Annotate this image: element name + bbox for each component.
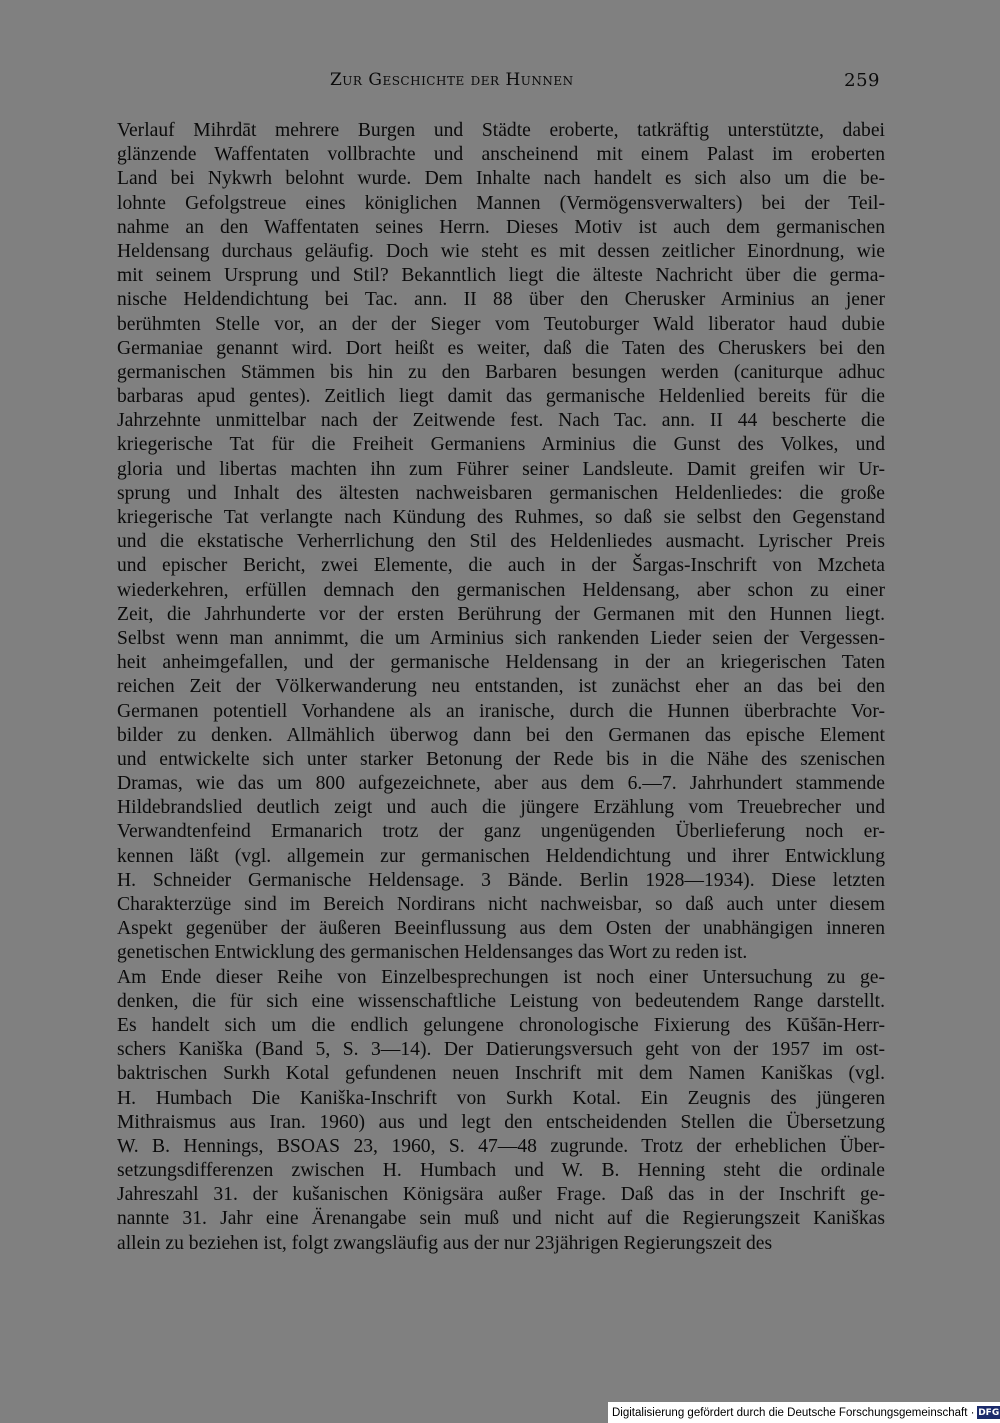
text-line: nannte 31. Jahr eine Ärenangabe sein muß und nicht auf die Regierungszeit Kaniškas (117, 1208, 885, 1230)
text-line: baktrischen Surkh Kotal gefundenen neuen Inschrift mit dem Namen Kaniškas (vgl. (117, 1063, 885, 1085)
text-line: Heldensang durchaus geläufig. Doch wie steht es mit dessen zeitlicher Einordnung, wie (117, 240, 885, 262)
running-title: Zur Geschichte der Hunnen (330, 70, 574, 90)
text-line: W. B. Hennings, BSOAS 23, 1960, S. 47—48 zugrunde. Trotz der erheblichen Über- (117, 1135, 885, 1157)
text-line: germanischen Stämmen bis hin zu den Barbaren besungen werden (caniturque adhuc (117, 361, 885, 383)
text-line: Dramas, wie das um 800 aufgezeichnete, aber aus dem 6.—7. Jahrhundert stammende (117, 773, 885, 795)
text-line: schers Kaniška (Band 5, S. 3—14). Der Datierungsversuch geht von der 1957 im ost- (117, 1039, 885, 1061)
text-line: Charakterzüge sind im Bereich Nordirans nicht nachweisbar, so daß auch unter diesem (117, 894, 885, 915)
running-head (330, 70, 880, 96)
text-line: nische Heldendichtung bei Tac. ann. II 88 über den Cherusker Arminius an jener (117, 289, 885, 311)
text-line: Es handelt sich um die endlich gelungene chronologische Fixierung des Kūšān-Herr- (117, 1014, 885, 1036)
text-line: Germanen potentiell Vorhandene als an iranische, durch die Hunnen überbrachte Vor- (117, 700, 885, 722)
text-line: kennen läßt (vgl. allgemein zur germanischen Heldendichtung und ihrer Entwicklung (117, 845, 885, 867)
text-line: H. Humbach Die Kaniška-Inschrift von Surkh Kotal. Ein Zeugnis des jüngeren (117, 1087, 885, 1109)
paragraph (117, 119, 885, 966)
text-line: barbaras apud gentes). Zeitlich liegt damit das germanische Heldenlied bereits für die (117, 386, 885, 408)
text-line: glänzende Waffentaten vollbrachte und anscheinend mit einem Palast im eroberten (117, 144, 885, 166)
text-line: Verlauf Mihrdāt mehrere Burgen und Städte eroberte, tatkräftig unterstützte, dabei (117, 120, 885, 141)
text-line: Jahreszahl 31. der kušanischen Königsära außer Frage. Daß das in der Inschrift ge- (117, 1184, 885, 1206)
text-line: Hildebrandslied deutlich zeigt und auch die jüngere Erzählung vom Treuebrecher und (117, 797, 885, 819)
text-line: Land bei Nykwrh belohnt wurde. Dem Inhalte nach handelt es sich also um die be- (117, 168, 885, 190)
text-line: sprung und Inhalt des ältesten nachweisbaren germanischen Heldenliedes: die große (117, 482, 885, 504)
dfg-logo: DFG (978, 1407, 1000, 1418)
text-line: setzungsdifferenzen zwischen H. Humbach und W. B. Henning steht die ordinale (117, 1160, 885, 1182)
text-line: allein zu beziehen ist, folgt zwangsläufig aus der nur 23jährigen Regierungszeit des (117, 1232, 773, 1254)
text-line: gloria und libertas machten ihn zum Führer seiner Landsleute. Damit greifen wir Ur- (117, 458, 885, 480)
text-line: Zeit, die Jahrhunderte vor der ersten Berührung der Germanen mit den Hunnen liegt. (117, 603, 885, 625)
text-line: heit anheimgefallen, und der germanische Heldensang in der an kriegerischen Taten (117, 652, 885, 674)
text-line: Aspekt gegenüber der äußeren Beeinflussung aus dem Osten der unabhängigen inneren (117, 918, 885, 940)
text-line: genetischen Entwicklung des germanischen Heldensanges das Wort zu reden ist. (117, 942, 748, 964)
text-line: kriegerische Tat für die Freiheit Germaniens Arminius die Gunst des Volkes, und (117, 434, 885, 456)
text-line: Verwandtenfeind Ermanarich trotz der ganz ungenügenden Überlieferung noch er- (117, 821, 885, 843)
text-line: bilder zu denken. Allmählich überwog dann bei den Germanen das epische Element (117, 724, 885, 746)
text-line: Jahrzehnte unmittelbar nach der Zeitwende fest. Nach Tac. ann. II 44 bescherte die (117, 410, 885, 432)
digitization-footer (608, 1402, 1000, 1423)
paragraph (117, 966, 885, 1256)
text-line: lohnte Gefolgstreue eines königlichen Mannen (Vermögensverwalters) bei der Teil- (117, 192, 885, 214)
text-line: wiederkehren, erfüllen demnach den germanischen Heldensang, aber schon zu einer (117, 579, 885, 601)
footer-text: Digitalisierung gefördert durch die Deutsche Forschungsgemeinschaft · (612, 1406, 975, 1419)
text-line: berühmten Stelle vor, an der der Sieger vom Teutoburger Wald liberator haud dubie (117, 313, 885, 335)
text-line: Am Ende dieser Reihe von Einzelbesprechungen ist noch einer Untersuchung zu ge- (117, 966, 885, 988)
text-line: mit seinem Ursprung und Stil? Bekanntlich liegt die älteste Nachricht über die germa- (117, 265, 885, 287)
text-line: nahme an den Waffentaten seines Herrn. Dieses Motiv ist auch dem germanischen (117, 216, 885, 238)
text-line: H. Schneider Germanische Heldensage. 3 Bände. Berlin 1928—1934). Diese letzten (117, 869, 885, 891)
text-line: und entwickelte sich unter starker Betonung der Rede bis in die Nähe des szenischen (117, 748, 885, 770)
text-line: und epischer Bericht, zwei Elemente, die auch in der Šargas-Inschrift von Mzcheta (117, 555, 885, 577)
text-line: denken, die für sich eine wissenschaftliche Leistung von bedeutendem Range darstellt. (117, 990, 885, 1012)
text-line: und die ekstatische Verherrlichung den Stil des Heldenliedes ausmacht. Lyrischer Preis (117, 531, 885, 553)
text-line: Mithraismus aus Iran. 1960) aus und legt den entscheidenden Stellen die Übersetzung (117, 1111, 885, 1133)
text-line: Germaniae genannt wird. Dort heißt es weiter, daß die Taten des Cheruskers bei den (117, 337, 885, 359)
text-line: kriegerische Tat verlangte nach Kündung des Ruhmes, so daß sie selbst den Gegenstand (117, 507, 885, 528)
text-line: Selbst wenn man annimmt, die um Arminius sich rankenden Lieder seien der Vergessen- (117, 627, 885, 649)
page-number: 259 (844, 70, 880, 91)
text-line: reichen Zeit der Völkerwanderung neu entstanden, ist zunächst eher an das bei den (117, 676, 885, 698)
body-text (117, 119, 885, 1256)
